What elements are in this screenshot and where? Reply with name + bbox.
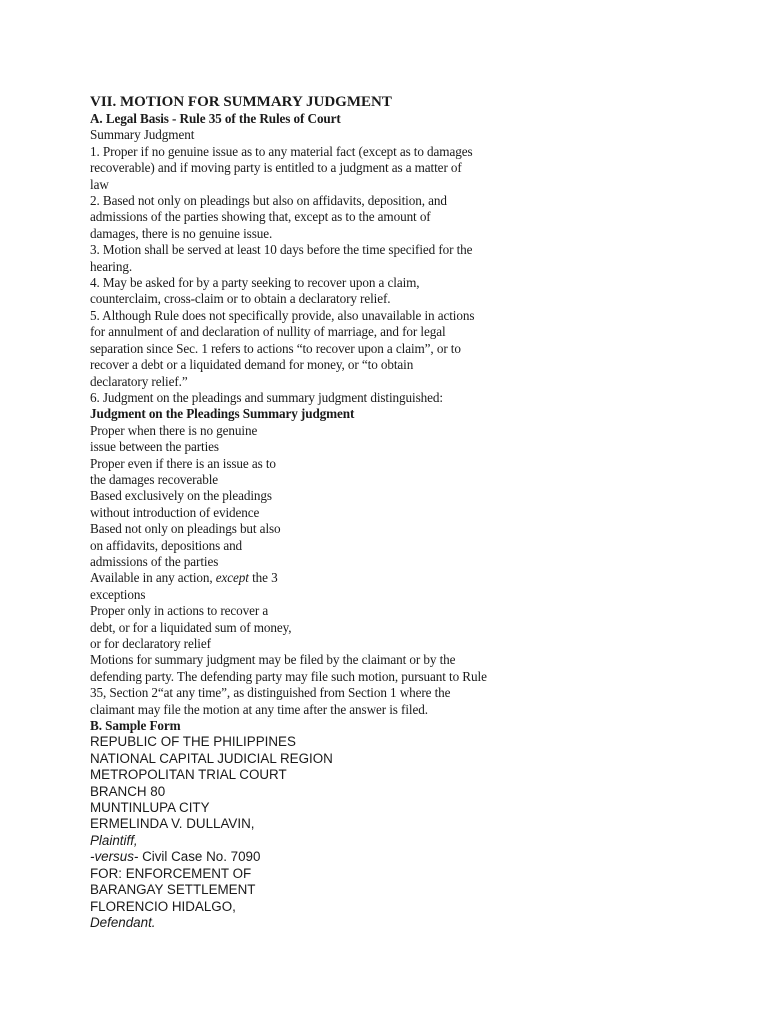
comparison-text: Available in any action, bbox=[90, 570, 216, 586]
item-5-line: 5. Although Rule does not specifically provide, also unavailable in actions bbox=[90, 307, 475, 323]
comparison-line: Based not only on pleadings but also bbox=[90, 521, 281, 537]
comparison-line: on affidavits, depositions and bbox=[90, 537, 243, 553]
subheading-legal-basis: A. Legal Basis - Rule 35 of the Rules of Court bbox=[90, 111, 341, 126]
item-1-line: law bbox=[90, 176, 109, 192]
item-4-line: counterclaim, cross-claim or to obtain a declaratory relief. bbox=[90, 291, 391, 307]
item-1-line: recoverable) and if moving party is entitled to a judgment as a matter of bbox=[90, 160, 462, 176]
closing-line: defending party. The defending party may file such motion, pursuant to Rule bbox=[90, 668, 487, 684]
item-2-line: admissions of the parties showing that, except as to the amount of bbox=[90, 209, 431, 225]
form-branch: BRANCH 80 bbox=[90, 783, 166, 799]
item-2-line: 2. Based not only on pleadings but also on affidavits, deposition, and bbox=[90, 193, 447, 209]
subheading-sample-form: B. Sample Form bbox=[90, 718, 181, 734]
closing-line: Motions for summary judgment may be filed by the claimant or by the bbox=[90, 652, 456, 668]
item-4-line: 4. May be asked for by a party seeking to recover upon a claim, bbox=[90, 275, 420, 291]
form-region: NATIONAL CAPITAL JUDICIAL REGION bbox=[90, 750, 333, 766]
form-defendant-name: FLORENCIO HIDALGO, bbox=[90, 898, 236, 914]
form-plaintiff-label: Plaintiff, bbox=[90, 832, 138, 848]
item-6-line: 6. Judgment on the pleadings and summary judgment distinguished: bbox=[90, 389, 443, 405]
document-page bbox=[90, 93, 520, 931]
comparison-line: admissions of the parties bbox=[90, 553, 219, 569]
comparison-line: without introduction of evidence bbox=[90, 504, 260, 520]
comparison-line: the damages recoverable bbox=[90, 471, 219, 487]
comparison-line: debt, or for a liquidated sum of money, bbox=[90, 619, 292, 635]
closing-line: claimant may file the motion at any time after the answer is filed. bbox=[90, 701, 428, 717]
comparison-line: or for declaratory relief bbox=[90, 636, 211, 651]
item-5-line: recover a debt or a liquidated demand for money, or “to obtain bbox=[90, 357, 414, 373]
comparison-line: Proper only in actions to recover a bbox=[90, 603, 269, 619]
comparison-header: Judgment on the Pleadings Summary judgment bbox=[90, 406, 355, 422]
form-city: MUNTINLUPA CITY bbox=[90, 800, 210, 816]
form-plaintiff-name: ERMELINDA V. DULLAVIN, bbox=[90, 816, 255, 832]
form-case-number: Civil Case No. 7090 bbox=[138, 849, 261, 865]
comparison-emphasis: except bbox=[215, 570, 249, 586]
comparison-line: Proper when there is no genuine bbox=[90, 422, 258, 438]
form-for-line: FOR: ENFORCEMENT OF bbox=[90, 865, 252, 881]
item-5-line: declaratory relief.” bbox=[90, 373, 188, 389]
comparison-line: issue between the parties bbox=[90, 439, 219, 455]
comparison-line: Based exclusively on the pleadings bbox=[90, 488, 272, 504]
form-for-line: BARANGAY SETTLEMENT bbox=[90, 882, 256, 898]
form-court: METROPOLITAN TRIAL COURT bbox=[90, 767, 287, 783]
comparison-line-available bbox=[90, 570, 520, 586]
intro-line: Summary Judgment bbox=[90, 127, 195, 143]
item-5-line: for annulment of and declaration of nullity of marriage, and for legal bbox=[90, 324, 446, 340]
form-defendant-label: Defendant. bbox=[90, 914, 156, 930]
item-2-line: damages, there is no genuine issue. bbox=[90, 225, 273, 241]
form-republic: REPUBLIC OF THE PHILIPPINES bbox=[90, 734, 296, 750]
form-versus-line bbox=[90, 849, 520, 865]
closing-line: 35, Section 2“at any time”, as distinguished from Section 1 where the bbox=[90, 685, 451, 701]
comparison-text: the 3 bbox=[248, 570, 278, 586]
item-1-line: 1. Proper if no genuine issue as to any material fact (except as to damages bbox=[90, 143, 473, 159]
comparison-line: Proper even if there is an issue as to bbox=[90, 455, 276, 471]
item-5-line: separation since Sec. 1 refers to actions “to recover upon a claim”, or to bbox=[90, 340, 461, 356]
form-versus: -versus- bbox=[90, 849, 139, 865]
section-heading: VII. MOTION FOR SUMMARY JUDGMENT bbox=[90, 94, 392, 110]
item-3-line: hearing. bbox=[90, 258, 133, 274]
item-3-line: 3. Motion shall be served at least 10 days before the time specified for the bbox=[90, 242, 473, 258]
comparison-line: exceptions bbox=[90, 586, 146, 602]
